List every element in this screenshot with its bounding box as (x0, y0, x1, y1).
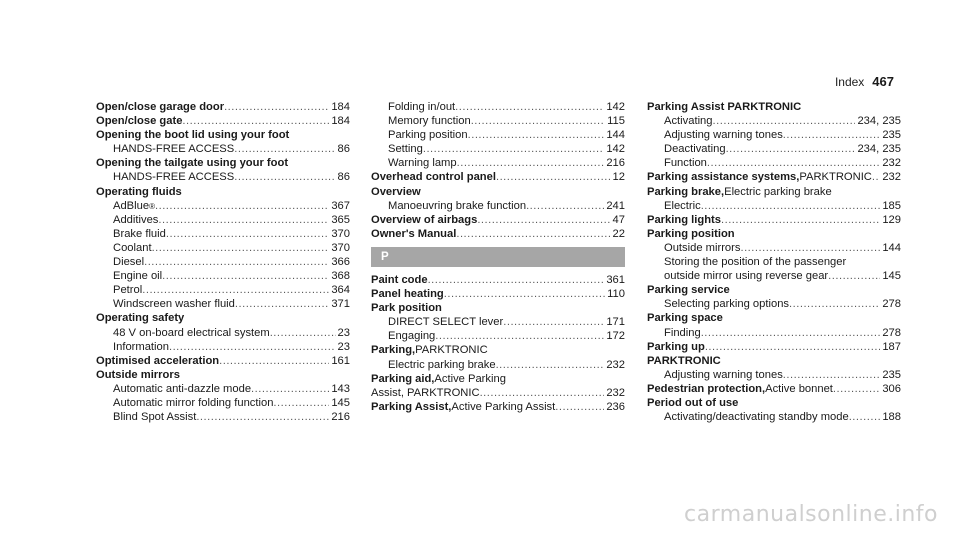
page-ref: 22 (612, 227, 625, 240)
index-subterm (647, 114, 901, 128)
subterm-text: Manoeuvring brake function (388, 199, 527, 212)
index-subterm (647, 156, 901, 170)
term-text: Operating safety (96, 312, 185, 325)
index-subterm (647, 410, 901, 424)
subterm-text: Parking position (388, 129, 468, 142)
page-ref: 235 (882, 129, 901, 142)
index-entry (647, 396, 901, 424)
index-entry (647, 227, 901, 283)
leader-dots (833, 382, 880, 396)
leader-dots (713, 114, 856, 128)
term-text: Open/close gate (96, 115, 183, 128)
term-text: Parking, (371, 344, 416, 357)
index-term (371, 213, 625, 227)
page-ref: 172 (606, 330, 625, 343)
index-entry (371, 227, 625, 241)
index-term (647, 185, 901, 199)
index-entry (96, 368, 350, 424)
subterm-text: Blind Spot Assist (113, 411, 197, 424)
subterm-text: Windscreen washer fluid (113, 298, 235, 311)
page-ref: 234, 235 (857, 143, 901, 156)
subterm-text: Selecting parking options (664, 298, 790, 311)
subterm-text: HANDS-FREE ACCESS (113, 171, 235, 184)
index-subterm (371, 142, 625, 156)
term-text: Parking aid, (371, 372, 435, 385)
subterm-text: Memory function (388, 115, 471, 128)
page-ref: 171 (606, 316, 625, 329)
cross-reference: PARKTRONIC (415, 344, 488, 357)
term-text: Parking assistance systems, (647, 171, 800, 184)
page-ref: 364 (331, 284, 350, 297)
index-entry (371, 400, 625, 414)
subterm-text: DIRECT SELECT lever (388, 316, 504, 329)
index-subterm (647, 241, 901, 255)
index-term (647, 100, 901, 114)
index-subterm (96, 340, 350, 354)
index-entry (371, 287, 625, 301)
index-entry (371, 273, 625, 287)
page-ref: 47 (612, 213, 625, 226)
page-ref: 306 (882, 382, 901, 395)
leader-dots (144, 255, 329, 269)
term-text: Park position (371, 302, 442, 315)
index-term (371, 372, 625, 386)
leader-dots (555, 400, 604, 414)
leader-dots (721, 213, 880, 227)
page-ref: 144 (882, 241, 901, 254)
index-term (647, 227, 901, 241)
index-subterm (647, 255, 901, 269)
index-entry (371, 185, 625, 213)
page-header (835, 74, 894, 89)
term-text: Owner's Manual (371, 227, 457, 240)
index-term (371, 301, 625, 315)
leader-dots (471, 114, 605, 128)
subterm-text: Information (113, 340, 169, 353)
leader-dots (234, 170, 335, 184)
leader-dots (872, 170, 880, 184)
cross-reference: Electric parking brake (724, 185, 832, 198)
leader-dots (707, 156, 880, 170)
subterm-text: AdBlue (113, 199, 150, 212)
index-subterm (647, 142, 901, 156)
subterm-text: Engine oil (113, 270, 163, 283)
index-term (371, 273, 625, 287)
page-ref: 144 (606, 129, 625, 142)
leader-dots (740, 241, 880, 255)
cross-reference: PARKTRONIC (799, 171, 872, 184)
index-term (647, 283, 901, 297)
term-text: Opening the tailgate using your foot (96, 157, 289, 170)
page-ref: 86 (337, 171, 350, 184)
leader-dots (235, 297, 329, 311)
index-subterm (371, 128, 625, 142)
index-subterm (96, 227, 350, 241)
page-ref: 232 (606, 358, 625, 371)
leader-dots (273, 396, 329, 410)
index-term (96, 368, 350, 382)
subterm-text: Adjusting warning tones (664, 368, 783, 381)
index-entry (647, 340, 901, 354)
leader-dots (480, 386, 605, 400)
subterm-text: outside mirror using reverse gear (664, 270, 829, 283)
page-ref: 368 (331, 270, 350, 283)
term-text: Outside mirrors (96, 368, 180, 381)
index-entry (96, 114, 350, 128)
leader-dots (166, 227, 329, 241)
index-subterm (371, 199, 625, 213)
page-ref: 234, 235 (857, 115, 901, 128)
page-ref: 278 (882, 298, 901, 311)
page-ref: 115 (607, 115, 625, 128)
index-subterm (371, 114, 625, 128)
index-term (96, 100, 350, 114)
page-ref: 236 (606, 400, 625, 413)
index-entry (96, 311, 350, 353)
index-entry (371, 170, 625, 184)
subterm-text: Assist, PARKTRONIC (371, 386, 480, 399)
leader-dots (155, 199, 329, 213)
subterm-text: Setting (388, 143, 423, 156)
leader-dots (701, 326, 881, 340)
leader-dots (701, 199, 881, 213)
page-ref: 23 (337, 326, 350, 339)
page-ref: 278 (882, 326, 901, 339)
page-ref: 370 (331, 227, 350, 240)
leader-dots (783, 128, 881, 142)
term-text: Overhead control panel (371, 171, 496, 184)
subterm-text: Automatic mirror folding function (113, 396, 274, 409)
subterm-text: Brake fluid (113, 227, 166, 240)
index-term (647, 396, 901, 410)
page-ref: 145 (882, 270, 901, 283)
leader-dots (423, 142, 604, 156)
index-entry (96, 354, 350, 368)
index-entry (647, 354, 901, 382)
term-text: Parking brake, (647, 185, 725, 198)
leader-dots (428, 273, 605, 287)
index-term (371, 287, 625, 301)
subterm-text: Electric parking brake (388, 358, 496, 371)
index-term (371, 170, 625, 184)
term-text: Parking position (647, 227, 735, 240)
page-ref: 366 (331, 256, 350, 269)
index-term (371, 400, 625, 414)
page-ref: 142 (606, 143, 625, 156)
index-subterm (647, 326, 901, 340)
leader-dots (849, 410, 881, 424)
index-subterm: AdBlue ® ..... 367 (96, 199, 350, 213)
page-ref: 143 (331, 382, 350, 395)
term-text: Open/close garage door (96, 101, 225, 113)
cross-reference: Active Parking Assist (451, 400, 556, 413)
index-entry (371, 213, 625, 227)
term-text: Overview of airbags (371, 213, 478, 226)
subterm-text: Folding in/out (388, 101, 456, 113)
subterm-text: Storing the position of the passenger (664, 256, 847, 269)
term-text: Parking lights (647, 213, 721, 226)
index-term (647, 311, 901, 325)
page-ref: 371 (331, 298, 350, 311)
page-number: 467 (872, 74, 894, 89)
index-entry (371, 301, 625, 343)
cross-reference: Active bonnet (765, 382, 833, 395)
leader-dots (196, 410, 329, 424)
page-ref: 86 (337, 143, 350, 156)
page-ref: 161 (331, 354, 350, 367)
page-ref: 145 (331, 396, 350, 409)
term-text: Panel heating (371, 288, 444, 301)
index-entry (647, 213, 901, 227)
index-entry (96, 100, 350, 114)
leader-dots (789, 297, 880, 311)
section-letter: P (371, 247, 625, 267)
index-entry (96, 128, 350, 156)
subterm-text: Activating (664, 115, 713, 128)
leader-dots (251, 382, 329, 396)
leader-dots (182, 114, 329, 128)
index-subterm (371, 315, 625, 329)
leader-dots (456, 227, 610, 241)
subterm-text: Petrol (113, 284, 143, 297)
page-ref: 129 (882, 213, 901, 226)
index-subterm (371, 358, 625, 372)
term-text: Opening the boot lid using your foot (96, 129, 290, 142)
index-term (96, 311, 350, 325)
term-text: Paint code (371, 273, 428, 286)
page-ref: 110 (607, 288, 625, 301)
index-entry (647, 185, 901, 213)
subterm-text: Electric (664, 199, 701, 212)
page-ref: 241 (606, 199, 625, 212)
index-entry (96, 156, 350, 184)
index-entry (647, 311, 901, 339)
term-text: Parking up (647, 340, 705, 353)
leader-dots (496, 358, 605, 372)
subterm-text: Function (664, 157, 707, 170)
index-term (647, 170, 901, 184)
page-ref: 370 (331, 241, 350, 254)
term-text: Optimised acceleration (96, 354, 220, 367)
index-subterm (647, 297, 901, 311)
index-entry (647, 382, 901, 396)
subterm-text: Adjusting warning tones (664, 129, 783, 142)
watermark: carmanualsonline.info (684, 502, 938, 527)
page-ref: 184 (331, 101, 350, 113)
index-term (96, 128, 350, 142)
subterm-text: Automatic anti-dazzle mode (113, 382, 252, 395)
page-ref: 365 (331, 213, 350, 226)
leader-dots (457, 156, 605, 170)
index-entry (647, 100, 901, 170)
index-entry (371, 343, 625, 371)
index-subterm (96, 269, 350, 283)
page-ref: 361 (606, 273, 625, 286)
index-term (96, 156, 350, 170)
index-subterm (647, 199, 901, 213)
index-term (371, 185, 625, 199)
index-term (647, 340, 901, 354)
term-text: Parking space (647, 312, 723, 325)
index-entry (647, 170, 901, 184)
subterm-text: Diesel (113, 256, 145, 269)
index-subterm (96, 241, 350, 255)
subterm-text: 48 V on-board electrical system (113, 326, 270, 339)
index-subterm (96, 283, 350, 297)
index-column-3 (647, 100, 901, 424)
leader-dots (503, 315, 604, 329)
index-subterm (96, 382, 350, 396)
leader-dots (468, 128, 605, 142)
index-column-1 (96, 100, 350, 424)
leader-dots (444, 287, 605, 301)
page-ref: 12 (612, 171, 625, 184)
term-text: Operating fluids (96, 185, 182, 198)
index-subterm (647, 128, 901, 142)
index-subterm (371, 100, 625, 114)
index-term (647, 382, 901, 396)
page-ref: 187 (882, 340, 901, 353)
leader-dots (477, 213, 610, 227)
index-term (96, 114, 350, 128)
page-ref: 142 (606, 101, 625, 113)
page-ref: 232 (882, 171, 901, 184)
term-text: Parking service (647, 284, 730, 297)
index-subterm (647, 269, 901, 283)
subterm-text: Outside mirrors (664, 241, 741, 254)
leader-dots (142, 283, 329, 297)
leader-dots (219, 354, 329, 368)
page-ref: 367 (331, 199, 350, 212)
index-subterm (96, 142, 350, 156)
index-term (96, 185, 350, 199)
index-subterm (96, 396, 350, 410)
term-text: Period out of use (647, 396, 739, 409)
subterm-text: Finding (664, 326, 701, 339)
subterm-text: HANDS-FREE ACCESS (113, 143, 235, 156)
leader-dots (828, 269, 880, 283)
subterm-text: Engaging (388, 330, 436, 343)
leader-dots (224, 100, 329, 114)
leader-dots (270, 326, 336, 340)
index-term (371, 227, 625, 241)
term-text: Parking Assist PARKTRONIC (647, 101, 802, 113)
page-ref: 188 (882, 411, 901, 424)
index-subterm (96, 297, 350, 311)
leader-dots (783, 368, 881, 382)
page-ref: 216 (331, 411, 350, 424)
index-subterm (371, 156, 625, 170)
leader-dots (496, 170, 611, 184)
leader-dots (234, 142, 335, 156)
index-subterm (96, 326, 350, 340)
page-ref: 216 (606, 157, 625, 170)
leader-dots (162, 269, 329, 283)
index-term (96, 354, 350, 368)
index-entry (96, 185, 350, 312)
page-ref: 185 (882, 199, 901, 212)
leader-dots (435, 329, 604, 343)
term-text: PARKTRONIC (647, 354, 721, 367)
index-subterm (96, 213, 350, 227)
cross-reference: Active Parking (434, 372, 506, 385)
page-ref: 23 (337, 340, 350, 353)
index-column-2 (371, 100, 625, 414)
page-ref: 232 (606, 386, 625, 399)
index-term (647, 213, 901, 227)
index-subterm (96, 410, 350, 424)
page-ref: 184 (331, 115, 350, 128)
term-text: Overview (371, 185, 421, 198)
index-subterm (96, 255, 350, 269)
subterm-text: Warning lamp (388, 157, 457, 170)
leader-dots (169, 340, 336, 354)
term-text: Pedestrian protection, (647, 382, 766, 395)
term-text: Parking Assist, (371, 400, 452, 413)
subterm-text: Deactivating (664, 143, 726, 156)
subterm-text: Additives (113, 213, 159, 226)
index-term (647, 354, 901, 368)
page-ref: 235 (882, 368, 901, 381)
leader-dots (455, 100, 604, 114)
index-subterm (96, 170, 350, 184)
leader-dots (726, 142, 856, 156)
header-label: Index (834, 75, 865, 89)
index-subterm (647, 368, 901, 382)
page-ref: 232 (882, 157, 901, 170)
subterm-text: Activating/deactivating standby mode (664, 411, 849, 424)
index-term (371, 343, 625, 357)
leader-dots (158, 213, 329, 227)
index-entry (371, 372, 625, 400)
leader-dots (705, 340, 881, 354)
index-subterm (371, 329, 625, 343)
leader-dots (526, 199, 604, 213)
index-subterm (371, 386, 625, 400)
index-entry (647, 283, 901, 311)
index-entry (371, 100, 625, 170)
leader-dots (152, 241, 330, 255)
subterm-text: Coolant (113, 241, 152, 254)
